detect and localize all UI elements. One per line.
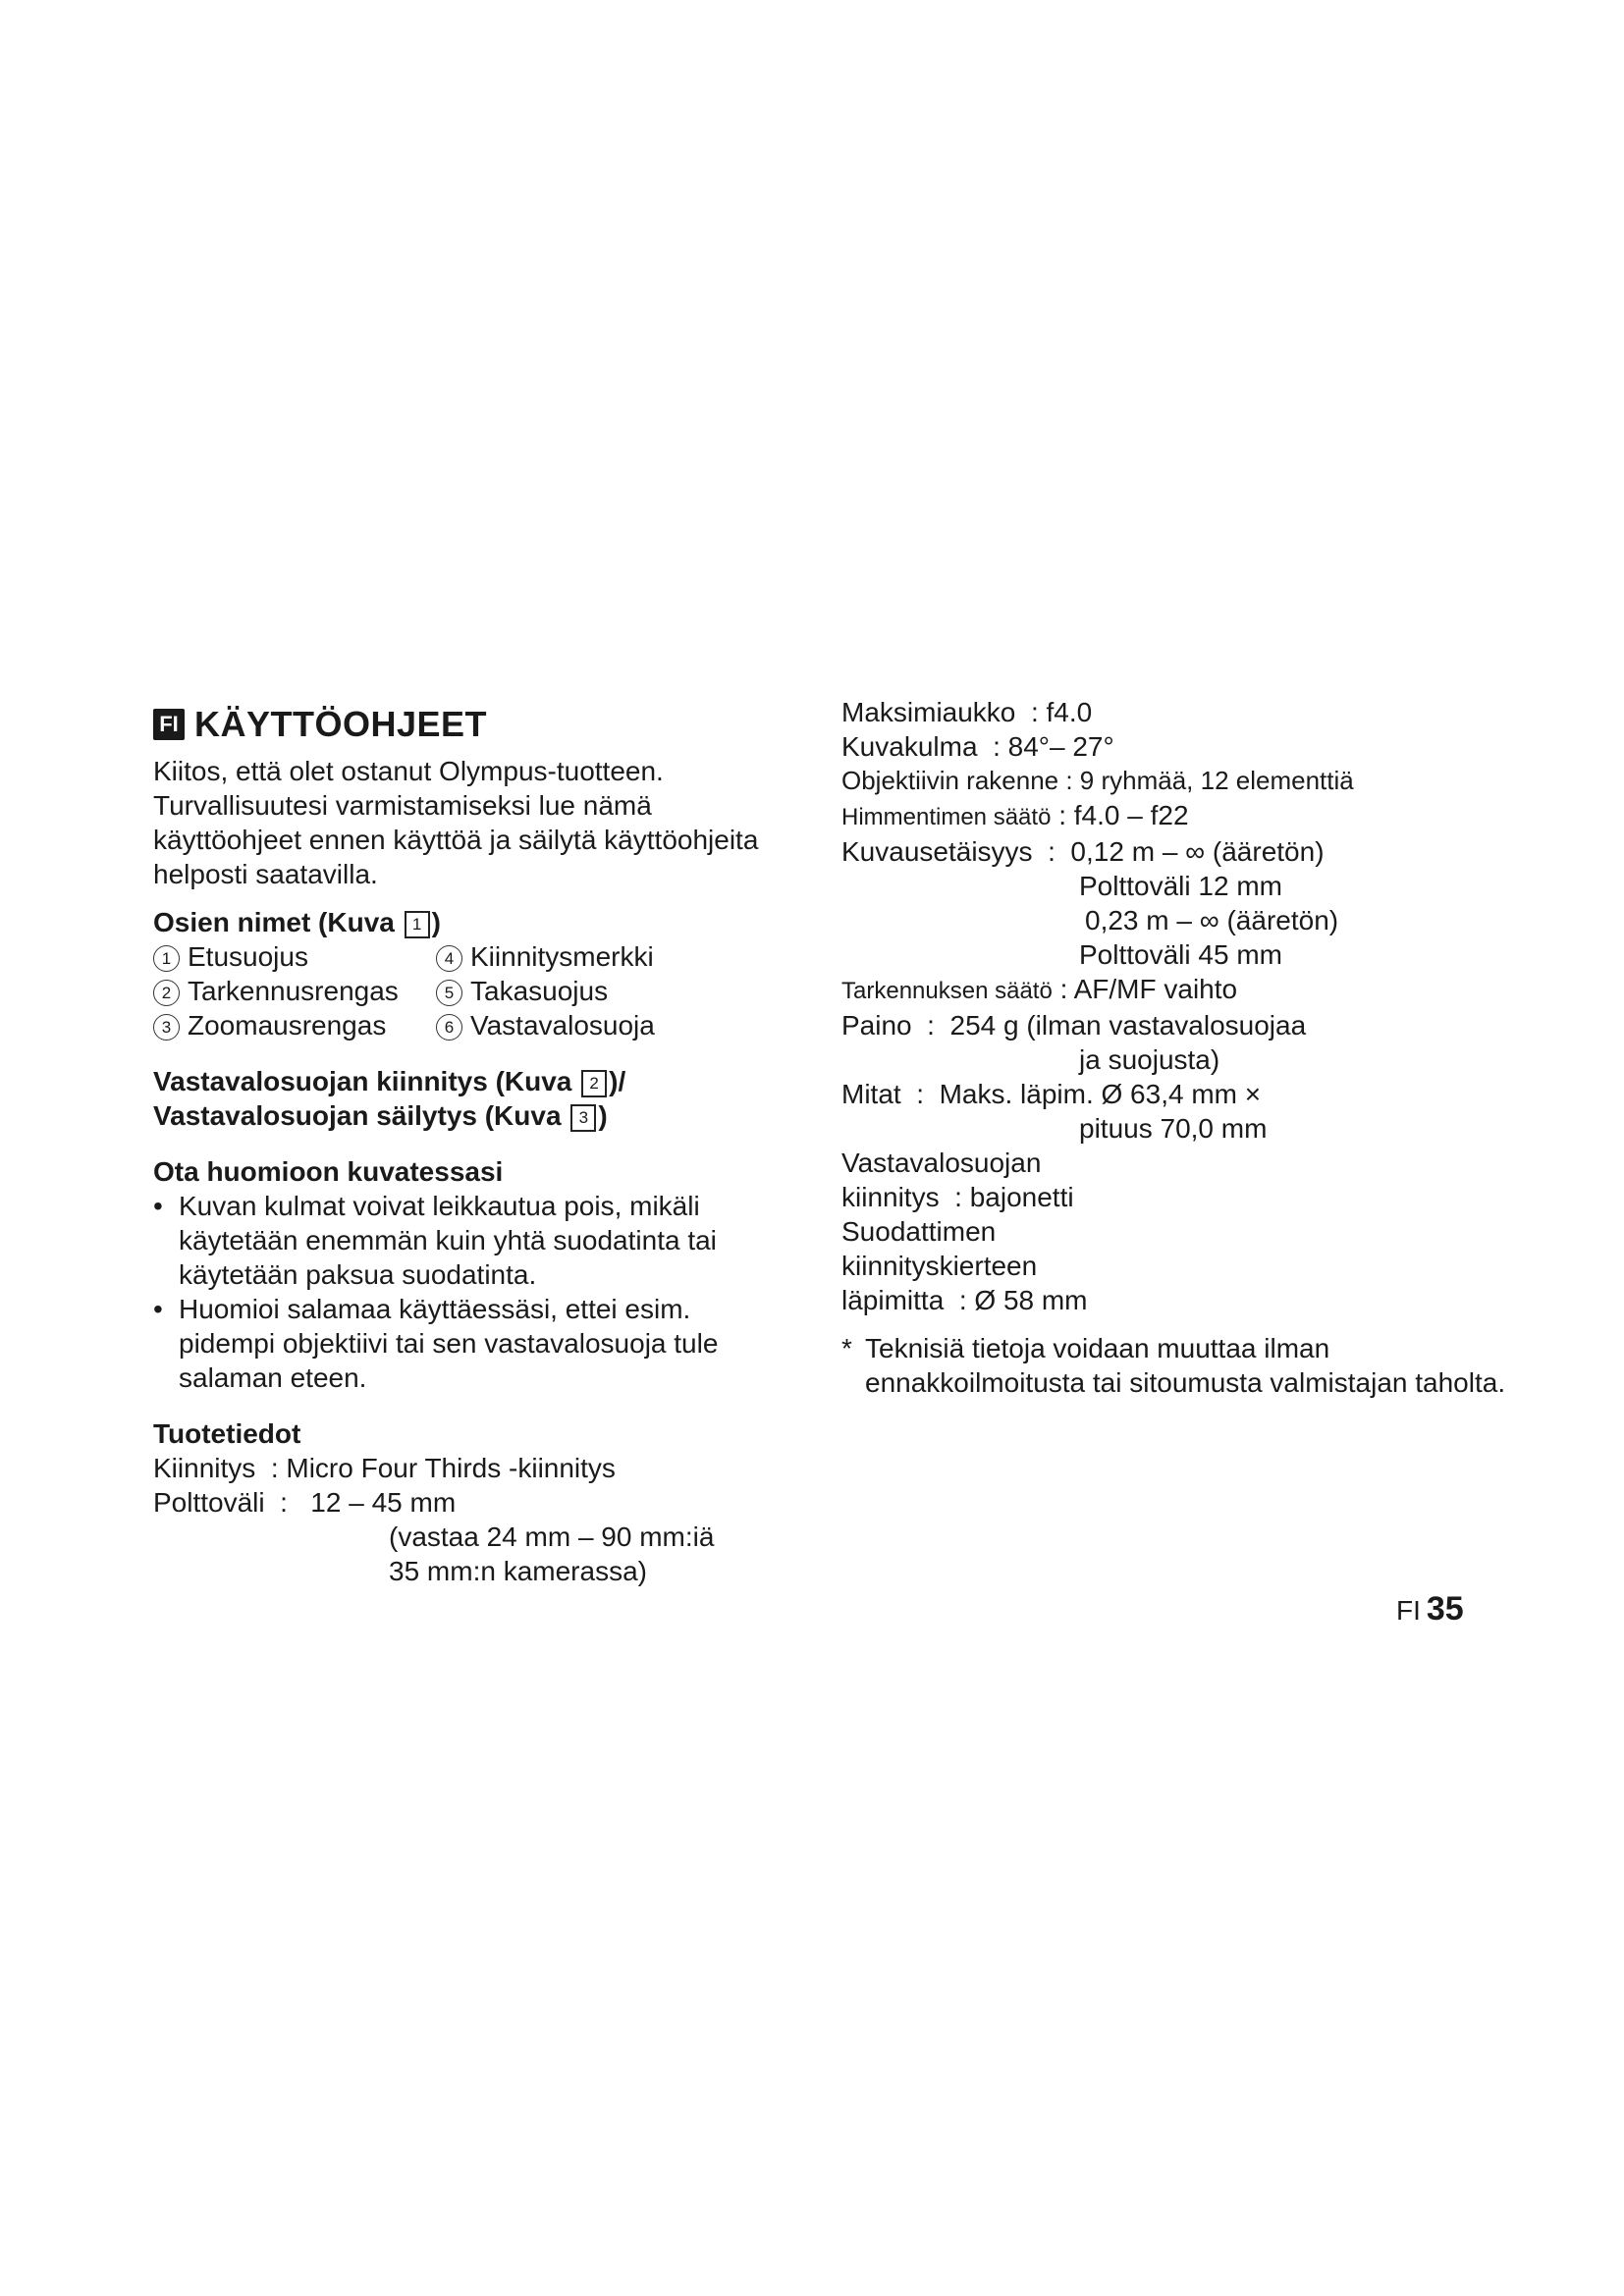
figure-ref-box: 2 (581, 1070, 607, 1097)
spec-focus: Tarkennuksen säätö : AF/MF vaihto (841, 974, 1238, 1004)
language-badge: FI (153, 709, 185, 740)
part-item: 1 Etusuojus (153, 939, 436, 974)
part-item: 5 Takasuojus (436, 974, 731, 1008)
figure-ref-box: 3 (570, 1104, 596, 1132)
hood-heading-storage: Vastavalosuojan säilytys (Kuva 3 ) (153, 1100, 608, 1131)
specs-heading: Tuotetiedot (153, 1418, 301, 1449)
left-column (153, 695, 782, 1588)
part-item: 3 Zoomausrengas (153, 1008, 436, 1042)
circled-number: 4 (436, 945, 462, 972)
figure-ref-box: 1 (405, 911, 430, 938)
circled-number: 5 (436, 980, 462, 1006)
parts-list (153, 939, 782, 1042)
circled-number: 3 (153, 1014, 180, 1041)
spec-distance-2: 0,23 m – ∞ (ääretön) (1085, 905, 1339, 935)
part-item: 2 Tarkennusrengas (153, 974, 436, 1008)
spec-mount: Kiinnitys : Micro Four Thirds -kiinnitys (153, 1453, 616, 1483)
spec-distance-1: Kuvausetäisyys : 0,12 m – ∞ (ääretön) (841, 836, 1325, 867)
spec-distance-1-focal: Polttoväli 12 mm (1079, 871, 1282, 901)
spec-distance-2-focal: Polttoväli 45 mm (1079, 939, 1282, 970)
intro-paragraph: Kiitos, että olet ostanut Olympus-tuotteen. Turvallisuutesi varmistamiseksi lue nämä käyttöohjeet ennen käyttöä ja säilytä käyttöohjeita helposti saatavilla. (153, 756, 759, 889)
spec-weight: Paino : 254 g (ilman vastavalosuojaa (841, 1010, 1307, 1041)
caution-bullet: • Kuvan kulmat voivat leikkautua pois, mikäli käytetään enemmän kuin yhtä suodatinta tai käytetään paksua suodatinta. (153, 1189, 782, 1292)
caution-bullet: • Huomioi salamaa käyttäessäsi, ettei esim. pidempi objektiivi tai sen vastavalosuoja tule salaman eteen. (153, 1292, 782, 1395)
hood-heading-attach: Vastavalosuojan kiinnitys (Kuva 2 )/ (153, 1066, 626, 1096)
spec-filter-label: Suodattimen (841, 1216, 997, 1247)
right-column (841, 695, 1509, 1400)
spec-focal-length: Polttoväli : 12 – 45 mm (153, 1487, 457, 1518)
circled-number: 1 (153, 945, 180, 972)
part-item: 4 Kiinnitysmerkki (436, 939, 731, 974)
circled-number: 2 (153, 980, 180, 1006)
part-item: 6 Vastavalosuoja (436, 1008, 731, 1042)
page-number: FI 35 (1396, 1590, 1464, 1628)
spec-focal-equiv-2: 35 mm:n kamerassa) (389, 1556, 647, 1586)
spec-filter-label-2: kiinnityskierteen (841, 1251, 1038, 1281)
spec-note: * Teknisiä tietoja voidaan muuttaa ilman ennakkoilmoitusta tai sitoumusta valmistajan taholta. (841, 1333, 1506, 1398)
spec-focal-equiv: (vastaa 24 mm – 90 mm:iä (389, 1522, 715, 1552)
caution-heading: Ota huomioon kuvatessasi (153, 1156, 504, 1187)
spec-filter-diameter: läpimitta : Ø 58 mm (841, 1285, 1088, 1315)
parts-heading: Osien nimet (Kuva 1 ) (153, 907, 441, 937)
circled-number: 6 (436, 1014, 462, 1041)
page-title: KÄYTTÖOHJEET (194, 704, 488, 744)
spec-weight-2: ja suojusta) (1079, 1044, 1220, 1075)
spec-angle: Kuvakulma : 84°– 27° (841, 731, 1114, 762)
spec-diaphragm: Himmentimen säätö : f4.0 – f22 (841, 800, 1189, 830)
section-title-row (153, 695, 782, 754)
spec-dimensions-2: pituus 70,0 mm (1079, 1113, 1268, 1144)
spec-dimensions: Mitat : Maks. läpim. Ø 63,4 mm × (841, 1079, 1262, 1109)
spec-hood-label: Vastavalosuojan (841, 1148, 1042, 1178)
spec-hood-mount: kiinnitys : bajonetti (841, 1182, 1074, 1212)
spec-aperture: Maksimiaukko : f4.0 (841, 697, 1093, 727)
spec-construction: Objektiivin rakenne : 9 ryhmää, 12 elementtiä (841, 766, 1354, 795)
